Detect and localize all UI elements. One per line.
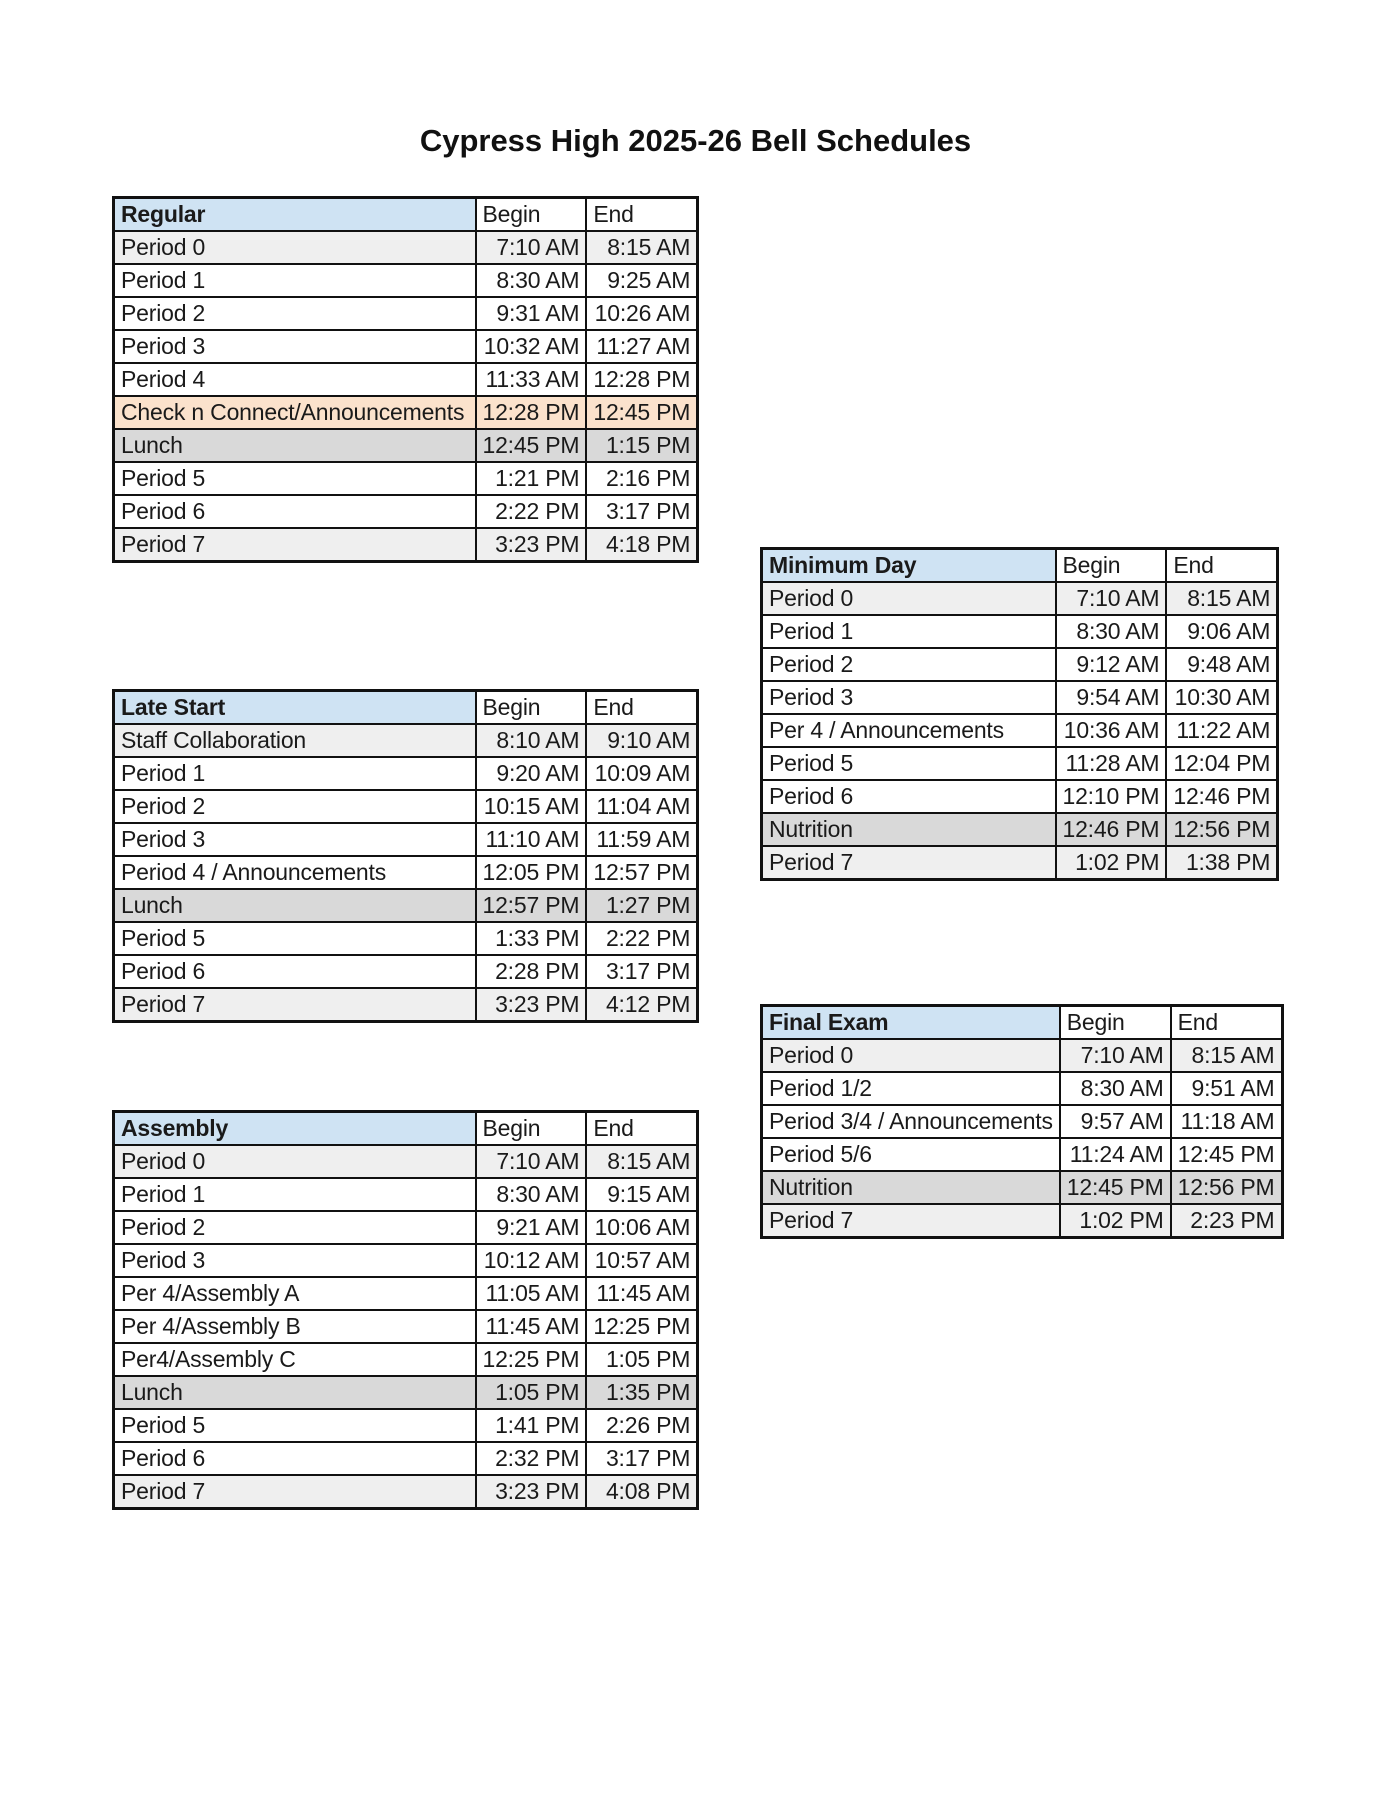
end-time: 4:08 PM xyxy=(586,1475,697,1509)
table-row xyxy=(114,724,698,757)
period-label: Period 6 xyxy=(114,1442,476,1475)
end-time: 8:15 AM xyxy=(586,1145,697,1178)
end-time: 1:27 PM xyxy=(586,889,697,922)
table-row xyxy=(114,1178,698,1211)
period-label: Per 4 / Announcements xyxy=(762,714,1056,747)
table-row xyxy=(114,429,698,462)
end-time: 10:06 AM xyxy=(586,1211,697,1244)
period-label: Period 3 xyxy=(114,1244,476,1277)
begin-time: 9:21 AM xyxy=(476,1211,587,1244)
assembly-schedule-table xyxy=(112,1110,699,1510)
end-header: End xyxy=(586,691,697,725)
end-time: 3:17 PM xyxy=(586,495,697,528)
end-time: 8:15 AM xyxy=(586,231,697,264)
table-header-row xyxy=(114,1112,698,1146)
end-time: 4:12 PM xyxy=(586,988,697,1022)
period-label: Period 1 xyxy=(114,264,476,297)
period-label: Period 0 xyxy=(114,231,476,264)
begin-time: 1:02 PM xyxy=(1060,1204,1171,1238)
period-label: Lunch xyxy=(114,429,476,462)
table-header-row xyxy=(762,549,1278,583)
table-row xyxy=(762,1039,1283,1072)
table-row xyxy=(762,1138,1283,1171)
begin-time: 12:46 PM xyxy=(1056,813,1167,846)
end-time: 1:05 PM xyxy=(586,1343,697,1376)
table-row xyxy=(762,780,1278,813)
period-label: Period 0 xyxy=(762,582,1056,615)
end-time: 12:56 PM xyxy=(1166,813,1277,846)
begin-time: 7:10 AM xyxy=(1060,1039,1171,1072)
end-time: 11:45 AM xyxy=(586,1277,697,1310)
period-label: Period 5 xyxy=(114,462,476,495)
begin-time: 1:41 PM xyxy=(476,1409,587,1442)
end-time: 3:17 PM xyxy=(586,1442,697,1475)
period-label: Period 5 xyxy=(114,922,476,955)
period-label: Period 4 / Announcements xyxy=(114,856,476,889)
table-row xyxy=(114,1442,698,1475)
period-label: Period 0 xyxy=(762,1039,1060,1072)
final-exam-schedule-table xyxy=(760,1004,1284,1239)
period-label: Lunch xyxy=(114,889,476,922)
end-header: End xyxy=(1171,1006,1282,1040)
period-label: Period 6 xyxy=(762,780,1056,813)
begin-time: 9:20 AM xyxy=(476,757,587,790)
end-time: 9:25 AM xyxy=(586,264,697,297)
end-header: End xyxy=(586,198,697,232)
end-time: 12:28 PM xyxy=(586,363,697,396)
begin-time: 7:10 AM xyxy=(1056,582,1167,615)
end-time: 1:15 PM xyxy=(586,429,697,462)
begin-time: 9:57 AM xyxy=(1060,1105,1171,1138)
end-time: 10:09 AM xyxy=(586,757,697,790)
end-time: 11:27 AM xyxy=(586,330,697,363)
end-time: 12:45 PM xyxy=(1171,1138,1282,1171)
end-time: 12:56 PM xyxy=(1171,1171,1282,1204)
end-time: 9:10 AM xyxy=(586,724,697,757)
table-row xyxy=(114,823,698,856)
table-row xyxy=(762,1171,1283,1204)
period-label: Period 4 xyxy=(114,363,476,396)
end-time: 11:59 AM xyxy=(586,823,697,856)
end-time: 12:04 PM xyxy=(1166,747,1277,780)
begin-time: 2:28 PM xyxy=(476,955,587,988)
period-label: Period 5 xyxy=(114,1409,476,1442)
begin-time: 3:23 PM xyxy=(476,528,587,562)
begin-time: 11:24 AM xyxy=(1060,1138,1171,1171)
table-row xyxy=(114,1244,698,1277)
begin-time: 12:45 PM xyxy=(1060,1171,1171,1204)
begin-time: 10:32 AM xyxy=(476,330,587,363)
begin-time: 1:33 PM xyxy=(476,922,587,955)
table-row xyxy=(114,297,698,330)
period-label: Period 3 xyxy=(114,330,476,363)
end-time: 2:26 PM xyxy=(586,1409,697,1442)
end-time: 2:22 PM xyxy=(586,922,697,955)
table-row xyxy=(762,1204,1283,1238)
period-label: Period 2 xyxy=(114,297,476,330)
period-label: Period 1/2 xyxy=(762,1072,1060,1105)
begin-time: 2:22 PM xyxy=(476,495,587,528)
table-row xyxy=(114,1409,698,1442)
begin-header: Begin xyxy=(1060,1006,1171,1040)
period-label: Period 7 xyxy=(762,1204,1060,1238)
table-header-row xyxy=(114,198,698,232)
begin-time: 10:15 AM xyxy=(476,790,587,823)
table-row xyxy=(114,988,698,1022)
begin-time: 8:30 AM xyxy=(476,1178,587,1211)
end-time: 12:45 PM xyxy=(586,396,697,429)
table-row xyxy=(762,1105,1283,1138)
table-row xyxy=(114,363,698,396)
table-row xyxy=(114,955,698,988)
period-label: Period 5/6 xyxy=(762,1138,1060,1171)
begin-time: 12:05 PM xyxy=(476,856,587,889)
period-label: Per4/Assembly C xyxy=(114,1343,476,1376)
begin-time: 7:10 AM xyxy=(476,1145,587,1178)
begin-time: 11:05 AM xyxy=(476,1277,587,1310)
begin-time: 11:10 AM xyxy=(476,823,587,856)
table-row xyxy=(114,396,698,429)
period-label: Period 3/4 / Announcements xyxy=(762,1105,1060,1138)
table-row xyxy=(114,462,698,495)
end-time: 12:25 PM xyxy=(586,1310,697,1343)
end-time: 3:17 PM xyxy=(586,955,697,988)
end-time: 8:15 AM xyxy=(1166,582,1277,615)
begin-header: Begin xyxy=(1056,549,1167,583)
period-label: Nutrition xyxy=(762,813,1056,846)
table-row xyxy=(762,681,1278,714)
end-time: 12:57 PM xyxy=(586,856,697,889)
table-row xyxy=(114,1277,698,1310)
end-time: 9:15 AM xyxy=(586,1178,697,1211)
end-time: 1:38 PM xyxy=(1166,846,1277,880)
period-label: Lunch xyxy=(114,1376,476,1409)
minimum-day-schedule-table xyxy=(760,547,1279,881)
table-row xyxy=(114,1475,698,1509)
begin-time: 12:25 PM xyxy=(476,1343,587,1376)
table-row xyxy=(762,648,1278,681)
period-label: Per 4/Assembly A xyxy=(114,1277,476,1310)
begin-time: 8:30 AM xyxy=(476,264,587,297)
schedule-name: Final Exam xyxy=(762,1006,1060,1040)
late-start-schedule-table xyxy=(112,689,699,1023)
end-time: 9:48 AM xyxy=(1166,648,1277,681)
period-label: Staff Collaboration xyxy=(114,724,476,757)
regular-schedule-table xyxy=(112,196,699,563)
end-time: 10:26 AM xyxy=(586,297,697,330)
begin-time: 3:23 PM xyxy=(476,988,587,1022)
table-row xyxy=(114,264,698,297)
begin-time: 1:21 PM xyxy=(476,462,587,495)
end-time: 8:15 AM xyxy=(1171,1039,1282,1072)
end-time: 10:30 AM xyxy=(1166,681,1277,714)
period-label: Check n Connect/Announcements xyxy=(114,396,476,429)
table-row xyxy=(114,528,698,562)
end-time: 9:51 AM xyxy=(1171,1072,1282,1105)
table-row xyxy=(114,495,698,528)
table-row xyxy=(114,856,698,889)
begin-time: 7:10 AM xyxy=(476,231,587,264)
begin-time: 12:28 PM xyxy=(476,396,587,429)
table-row xyxy=(762,846,1278,880)
begin-time: 9:31 AM xyxy=(476,297,587,330)
begin-time: 8:10 AM xyxy=(476,724,587,757)
table-row xyxy=(114,889,698,922)
table-row xyxy=(114,231,698,264)
table-header-row xyxy=(762,1006,1283,1040)
period-label: Per 4/Assembly B xyxy=(114,1310,476,1343)
table-row xyxy=(114,757,698,790)
period-label: Period 1 xyxy=(762,615,1056,648)
period-label: Period 3 xyxy=(114,823,476,856)
begin-time: 10:36 AM xyxy=(1056,714,1167,747)
period-label: Period 2 xyxy=(114,790,476,823)
period-label: Period 6 xyxy=(114,495,476,528)
period-label: Period 1 xyxy=(114,757,476,790)
end-time: 11:04 AM xyxy=(586,790,697,823)
begin-header: Begin xyxy=(476,1112,587,1146)
table-row xyxy=(114,790,698,823)
begin-header: Begin xyxy=(476,691,587,725)
table-row xyxy=(114,1376,698,1409)
end-header: End xyxy=(1166,549,1277,583)
begin-time: 11:33 AM xyxy=(476,363,587,396)
end-time: 11:18 AM xyxy=(1171,1105,1282,1138)
begin-time: 1:05 PM xyxy=(476,1376,587,1409)
begin-header: Begin xyxy=(476,198,587,232)
begin-time: 12:10 PM xyxy=(1056,780,1167,813)
end-header: End xyxy=(586,1112,697,1146)
schedule-name: Regular xyxy=(114,198,476,232)
table-row xyxy=(114,1310,698,1343)
period-label: Period 0 xyxy=(114,1145,476,1178)
begin-time: 8:30 AM xyxy=(1056,615,1167,648)
end-time: 9:06 AM xyxy=(1166,615,1277,648)
begin-time: 10:12 AM xyxy=(476,1244,587,1277)
period-label: Nutrition xyxy=(762,1171,1060,1204)
table-row xyxy=(114,330,698,363)
schedule-name: Assembly xyxy=(114,1112,476,1146)
table-row xyxy=(114,922,698,955)
schedule-name: Late Start xyxy=(114,691,476,725)
begin-time: 9:54 AM xyxy=(1056,681,1167,714)
period-label: Period 2 xyxy=(762,648,1056,681)
begin-time: 3:23 PM xyxy=(476,1475,587,1509)
table-row xyxy=(762,615,1278,648)
begin-time: 9:12 AM xyxy=(1056,648,1167,681)
end-time: 2:16 PM xyxy=(586,462,697,495)
table-row xyxy=(114,1145,698,1178)
table-row xyxy=(762,582,1278,615)
begin-time: 11:28 AM xyxy=(1056,747,1167,780)
period-label: Period 6 xyxy=(114,955,476,988)
period-label: Period 1 xyxy=(114,1178,476,1211)
begin-time: 1:02 PM xyxy=(1056,846,1167,880)
table-row xyxy=(114,1211,698,1244)
table-row xyxy=(762,747,1278,780)
table-header-row xyxy=(114,691,698,725)
end-time: 10:57 AM xyxy=(586,1244,697,1277)
end-time: 12:46 PM xyxy=(1166,780,1277,813)
period-label: Period 7 xyxy=(114,528,476,562)
end-time: 1:35 PM xyxy=(586,1376,697,1409)
period-label: Period 2 xyxy=(114,1211,476,1244)
end-time: 11:22 AM xyxy=(1166,714,1277,747)
table-row xyxy=(762,714,1278,747)
begin-time: 12:57 PM xyxy=(476,889,587,922)
table-row xyxy=(762,813,1278,846)
begin-time: 2:32 PM xyxy=(476,1442,587,1475)
begin-time: 12:45 PM xyxy=(476,429,587,462)
begin-time: 8:30 AM xyxy=(1060,1072,1171,1105)
period-label: Period 7 xyxy=(114,1475,476,1509)
end-time: 4:18 PM xyxy=(586,528,697,562)
schedule-name: Minimum Day xyxy=(762,549,1056,583)
table-row xyxy=(762,1072,1283,1105)
period-label: Period 3 xyxy=(762,681,1056,714)
period-label: Period 5 xyxy=(762,747,1056,780)
period-label: Period 7 xyxy=(762,846,1056,880)
page-title: Cypress High 2025-26 Bell Schedules xyxy=(419,123,972,158)
end-time: 2:23 PM xyxy=(1171,1204,1282,1238)
period-label: Period 7 xyxy=(114,988,476,1022)
begin-time: 11:45 AM xyxy=(476,1310,587,1343)
table-row xyxy=(114,1343,698,1376)
